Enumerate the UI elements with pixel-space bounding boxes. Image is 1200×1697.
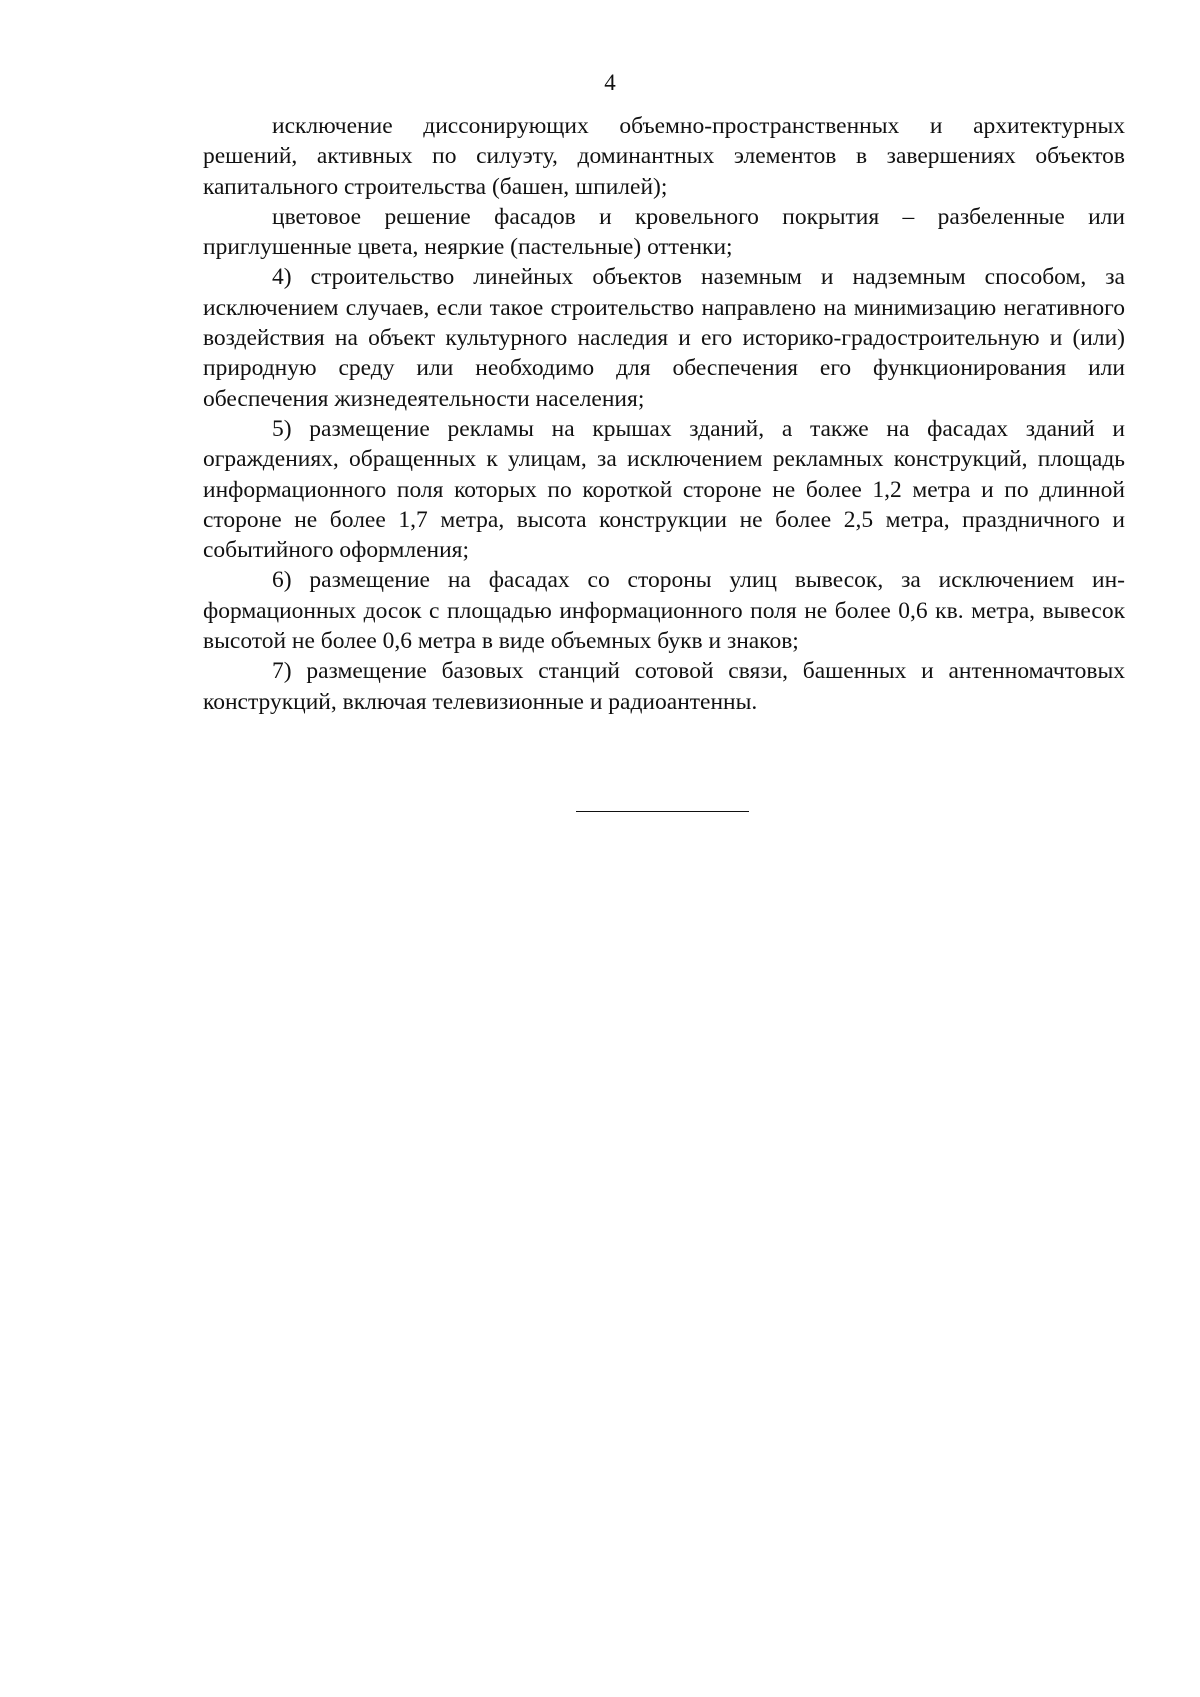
document-body xyxy=(203,111,1125,717)
page-number: 4 xyxy=(604,70,616,95)
paragraph-item-5-advertising: 5) размещение рекламы на крышах зданий, а также на фасадах зданий и ограждениях, обращенных к улицам, за исключением рекламных конструкций, площадь информационного поля которых по короткой стороне не более 1,2 метра и по длинной стороне не более 1,7 метра, высота конструкции не более 2,5 метра, праздничного и событийного оформления; xyxy=(203,415,1125,564)
paragraph-item-4-linear-objects: 4) строительство линейных объектов наземным и надземным способом, за исключением случаев, если такое строительство направлено на минимизацию негативного воздействия на объект культурного наследия и его историко-градостроительную и (или) природную среду или необходимо для обеспечения его функционирования или обеспечения жизнедеятельности населения; xyxy=(203,264,1125,412)
paragraph-item-6-signboards: 6) размещение на фасадах со стороны улиц вывесок, за исключением информационных досок с площадью информационного поля не более 0,6 кв. метра, вывесок высотой не более 0,6 метра в виде объемных букв и знаков; xyxy=(203,567,1125,655)
closing-divider-line xyxy=(576,811,749,812)
paragraph-dissonant-solutions: исключение диссонирующих объемно-пространственных и архитектурных решений, активных по силуэту, доминантных элементов в завершениях объектов капитального строительства (башен, шпилей); xyxy=(203,113,1125,200)
paragraph-item-7-cell-stations: 7) размещение базовых станций сотовой связи, башенных и антенномачтовых конструкций, включая телевизионные и радиоантенны. xyxy=(203,658,1125,715)
paragraph-facade-colors: цветовое решение фасадов и кровельного покрытия – разбеленные или приглушенные цвета, неяркие (пастельные) оттенки; xyxy=(203,203,1125,261)
